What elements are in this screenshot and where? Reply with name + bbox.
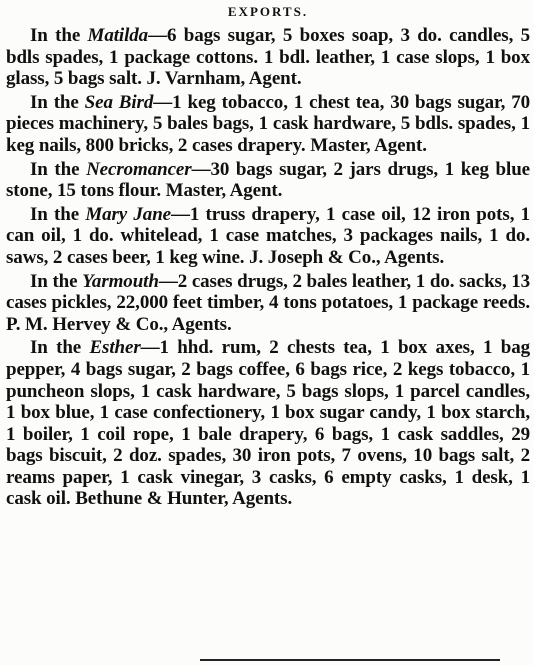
export-entry-yarmouth (6, 271, 530, 336)
entry-body: —1 hhd. rum, 2 chests tea, 1 box axes, 1 bag pepper, 4 bags sugar, 2 bags coffee, 6 bags rice, 2 kegs tobacco, 1 puncheon slops, 1 cask hardware, 5 bags slops, 1 parcel candles, 1 box blue, 1 case confectionery, 1 box sugar candy, 1 box starch, 1 boiler, 1 coil rope, 1 bale drapery, 6 bags, 1 cask saddles, 29 bags biscuit, 2 doz. spades, 30 iron pots, 7 ovens, 10 bags salt, 2 reams paper, 1 cask vinegar, 3 casks, 6 empty casks, 1 desk, 1 cask oil. Bethune & Hunter, Agents. (6, 337, 530, 510)
entry-lead: In the (30, 91, 85, 113)
entry-body: —1 keg tobacco, 1 chest tea, 30 bags sugar, 70 pieces machinery, 5 bales bags, 1 cask hardware, 5 bdls. spades, 1 keg nails, 800 bricks, 2 cases drapery. Master, Agent. (6, 91, 531, 156)
entry-lead: In the (30, 337, 90, 359)
vessel-name: Necromancer (86, 158, 192, 180)
entry-body: —1 truss drapery, 1 case oil, 12 iron pots, 1 can oil, 1 do. whitelead, 1 case matches, 3 packages nails, 1 do. saws, 2 cases beer, 1 keg wine. J. Joseph & Co., Agents. (6, 203, 531, 268)
export-entry-matilda (6, 25, 530, 90)
entry-lead: In the (30, 158, 87, 180)
export-entry-necromancer (6, 159, 530, 202)
vessel-name: Mary Jane (85, 203, 171, 225)
export-entry-sea-bird (6, 92, 530, 157)
export-entry-esther (6, 337, 530, 510)
entry-body: —30 bags sugar, 2 jars drugs, 1 keg blue stone, 15 tons flour. Master, Agent. (6, 158, 530, 202)
entry-lead: In the (30, 25, 88, 46)
entry-lead: In the (30, 270, 83, 292)
vessel-name: Matilda (87, 25, 149, 46)
entry-body: —6 bags sugar, 5 boxes soap, 3 do. candles, 5 bdls spades, 1 package cottons. 1 bdl. leather, 1 case slops, 1 box glass, 5 bags salt. J. Varnham, Agent. (6, 25, 530, 90)
column-rule (200, 659, 500, 661)
entry-lead: In the (30, 203, 86, 225)
export-entry-mary-jane (6, 204, 530, 269)
vessel-name: Sea Bird (84, 91, 154, 113)
vessel-name: Esther (89, 337, 141, 359)
entry-body: —2 cases drugs, 2 bales leather, 1 do. sacks, 13 cases pickles, 22,000 feet timber, 4 tons potatoes, 1 package reeds. P. M. Hervey & Co., Agents. (6, 270, 530, 335)
section-heading: EXPORTS. (227, 4, 309, 19)
vessel-name: Yarmouth (82, 270, 159, 292)
